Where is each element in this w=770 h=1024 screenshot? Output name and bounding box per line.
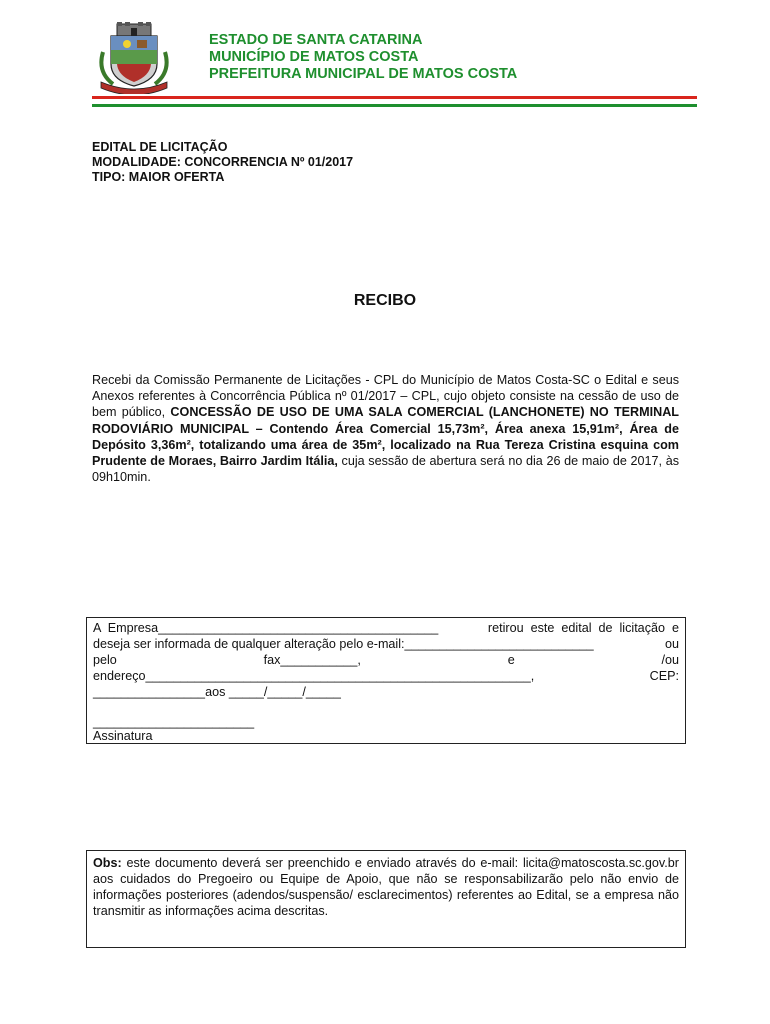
header-rule-red xyxy=(92,96,697,99)
company-form-box xyxy=(86,617,686,744)
form-text: pelo xyxy=(93,653,117,667)
header-rule-green xyxy=(92,104,697,107)
edital-modality: MODALIDADE: CONCORRENCIA Nº 01/2017 xyxy=(92,155,354,169)
receipt-intro: Recebi da Comissão Permanente de Licitações - CPL do Município de Matos Costa-SC o Edital e seus Anexos referentes à Concorrência Pública nº 01/2017 – CPL, cujo objeto consiste na cessão de uso de bem público, xyxy=(92,373,679,420)
header-prefecture: PREFEITURA MUNICIPAL DE MATOS COSTA xyxy=(209,66,518,82)
form-text: CEP: xyxy=(649,669,679,683)
form-row-cep-date xyxy=(93,684,679,700)
header-municipality: MUNICÍPIO DE MATOS COSTA xyxy=(209,49,419,65)
receipt-closing: cuja sessão de abertura será no dia 26 de maio de 2017, às 09h10min. xyxy=(92,454,679,485)
form-row-email xyxy=(93,636,679,652)
fax-field[interactable]: fax___________, xyxy=(263,653,361,667)
edital-type: TIPO: MAIOR OFERTA xyxy=(92,170,225,184)
form-text: retirou este edital de licitação e xyxy=(487,621,679,635)
form-row-company xyxy=(93,620,679,636)
obs-label: Obs: xyxy=(93,856,122,870)
municipal-crest-logo xyxy=(95,22,173,94)
email-field[interactable]: deseja ser informada de qualquer alteração pelo e-mail:___________________________ xyxy=(93,637,594,651)
header-state: ESTADO DE SANTA CATARINA xyxy=(209,32,423,48)
signature-line[interactable]: _______________________ xyxy=(93,715,255,729)
form-row-address xyxy=(93,668,679,684)
receipt-object: CONCESSÃO DE USO DE UMA SALA COMERCIAL (LANCHONETE) NO TERMINAL RODOVIÁRIO MUNICIPAL – Contendo Área Comercial 15,73m², Área anexa 15,91m², Área de Depósito 3,36m², totalizando uma área de 35m², localizado na Rua Tereza Cristina esquina com Prudente de Moraes, Bairro Jardim Itália, xyxy=(92,405,680,469)
form-text: e xyxy=(507,653,515,667)
observation-text xyxy=(93,855,679,919)
obs-body: este documento deverá ser preenchido e enviado através do e-mail: licita@matoscosta.sc.gov.br aos cuidados do Pregoeiro ou Equipe de Apoio, que não se responsabilizarão pelo não envio de informações posteriores (adendos/suspensão/ esclarecimentos) referentes ao Edital, se a empresa não transmitir as informações acima descritas. xyxy=(93,856,679,918)
form-text: /ou xyxy=(661,653,679,667)
form-row-fax xyxy=(93,652,679,668)
header-titles xyxy=(209,32,517,83)
observation-box xyxy=(86,850,686,948)
document-title: RECIBO xyxy=(353,292,417,309)
signature-label: Assinatura xyxy=(93,729,153,743)
company-field[interactable]: A Empresa________________________________________ xyxy=(93,621,439,635)
form-text: ou xyxy=(664,637,679,651)
edital-title: EDITAL DE LICITAÇÃO xyxy=(92,140,228,154)
edital-info xyxy=(92,140,353,185)
receipt-paragraph xyxy=(92,372,679,485)
cep-date-field[interactable]: ________________aos _____/_____/_____ xyxy=(93,685,341,699)
address-field[interactable]: endereço_______________________________________________________, xyxy=(93,669,535,683)
